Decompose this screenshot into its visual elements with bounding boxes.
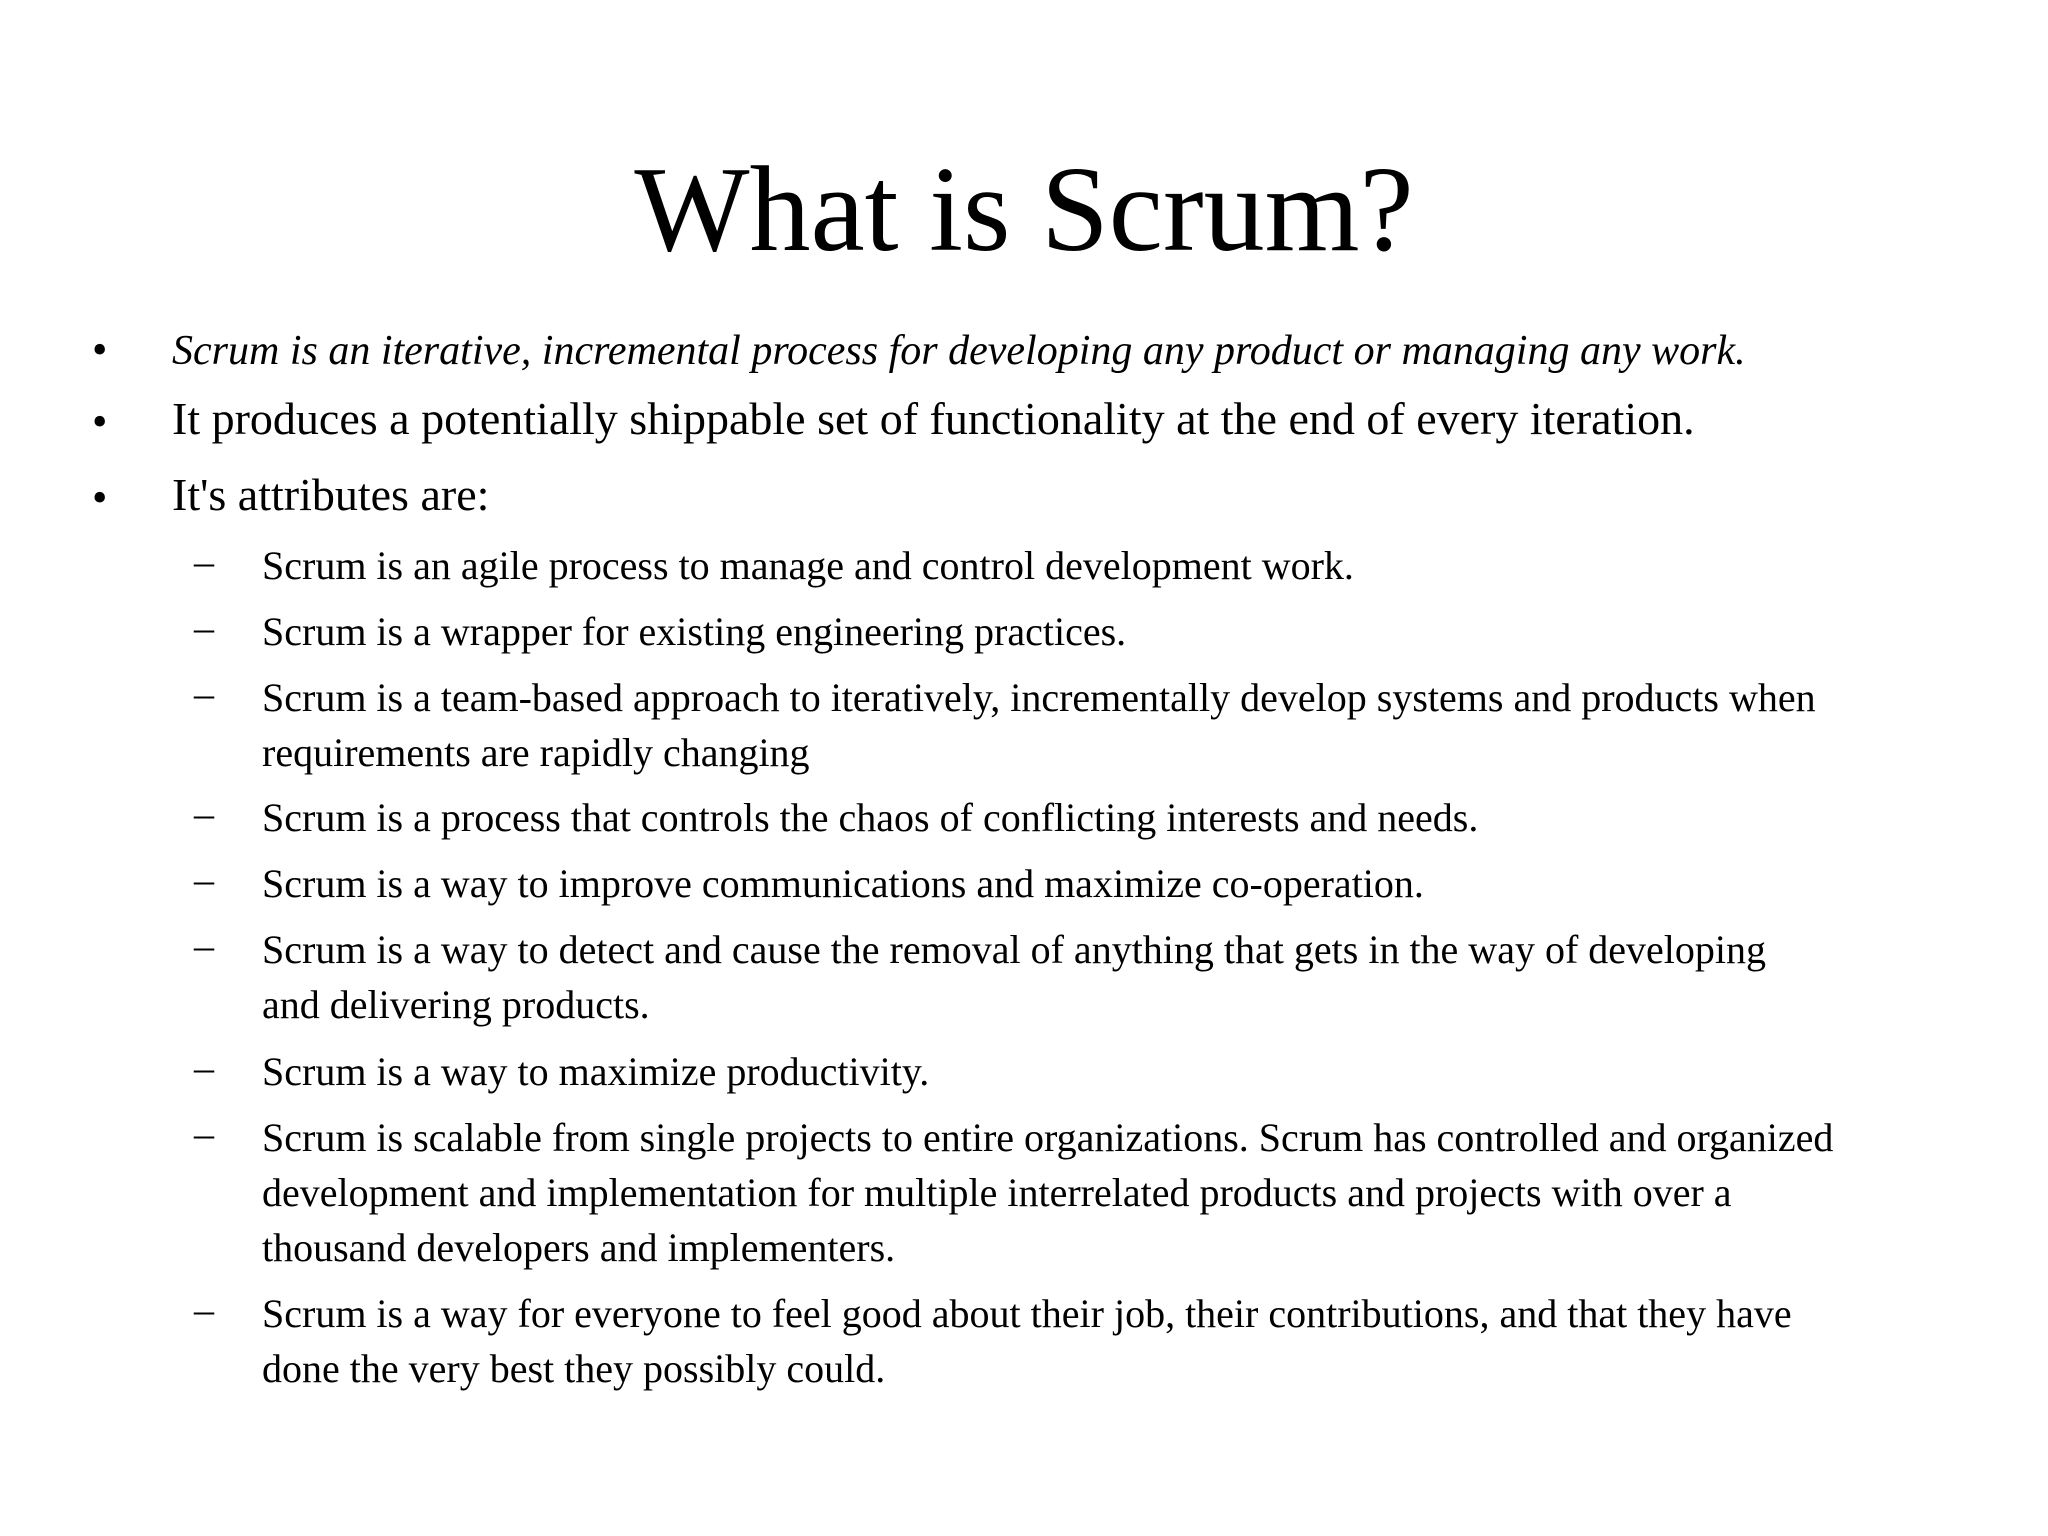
- sub-bullet-line: Scrum is scalable from single projects to entire organizations. Scrum has controlled and organized: [262, 1115, 1834, 1160]
- bullet-text: It's attributes are:: [172, 469, 490, 520]
- sub-bullet-text: [262, 922, 2022, 1032]
- sub-bullet-text: [262, 538, 2022, 593]
- sub-bullet-marker: –: [194, 539, 214, 584]
- sub-bullet-marker: –: [194, 671, 214, 716]
- sub-bullet-text: [262, 1110, 2022, 1275]
- sub-bullet-marker: –: [194, 1111, 214, 1156]
- sub-bullet-line: requirements are rapidly changing: [262, 730, 810, 775]
- sub-bullet-line: Scrum is an agile process to manage and control development work.: [262, 543, 1354, 588]
- sub-bullet-text: [262, 604, 2022, 659]
- sub-bullet-text: [262, 1044, 2022, 1099]
- sub-bullet-marker: –: [194, 791, 214, 836]
- bullet-marker: •: [92, 397, 108, 446]
- sub-bullet-marker: –: [194, 857, 214, 902]
- sub-bullet-text: [262, 670, 2022, 780]
- bullet-marker: •: [92, 473, 108, 522]
- sub-bullet-text: [262, 856, 2022, 911]
- slide-title: What is Scrum?: [634, 142, 1414, 277]
- sub-bullet-marker: –: [194, 923, 214, 968]
- sub-bullet-marker: –: [194, 605, 214, 650]
- bullet-marker: •: [92, 325, 108, 374]
- sub-bullet-line: Scrum is a way for everyone to feel good about their job, their contributions, and that they have: [262, 1291, 1792, 1336]
- sub-bullet-line: Scrum is a way to maximize productivity.: [262, 1049, 930, 1094]
- sub-bullet-line: Scrum is a team-based approach to iteratively, incrementally develop systems and products when: [262, 675, 1816, 720]
- sub-bullet-line: done the very best they possibly could.: [262, 1346, 886, 1391]
- sub-bullet-line: thousand developers and implementers.: [262, 1225, 896, 1270]
- sub-bullet-line: development and implementation for multiple interrelated products and projects with over a: [262, 1170, 1732, 1215]
- sub-bullet-line: Scrum is a wrapper for existing engineering practices.: [262, 609, 1127, 654]
- sub-bullet-marker: –: [194, 1287, 214, 1332]
- sub-bullet-line: Scrum is a way to detect and cause the removal of anything that gets in the way of developing: [262, 927, 1767, 972]
- sub-bullet-marker: –: [194, 1045, 214, 1090]
- sub-bullet-line: and delivering products.: [262, 982, 650, 1027]
- bullet-text: It produces a potentially shippable set of functionality at the end of every iteration.: [172, 393, 1695, 444]
- bullet-text: Scrum is an iterative, incremental process for developing any product or managing any work.: [172, 328, 1746, 374]
- sub-bullet-line: Scrum is a process that controls the chaos of conflicting interests and needs.: [262, 795, 1479, 840]
- sub-bullet-line: Scrum is a way to improve communications and maximize co-operation.: [262, 861, 1424, 906]
- sub-bullet-text: [262, 1286, 2022, 1396]
- sub-bullet-text: [262, 790, 2022, 845]
